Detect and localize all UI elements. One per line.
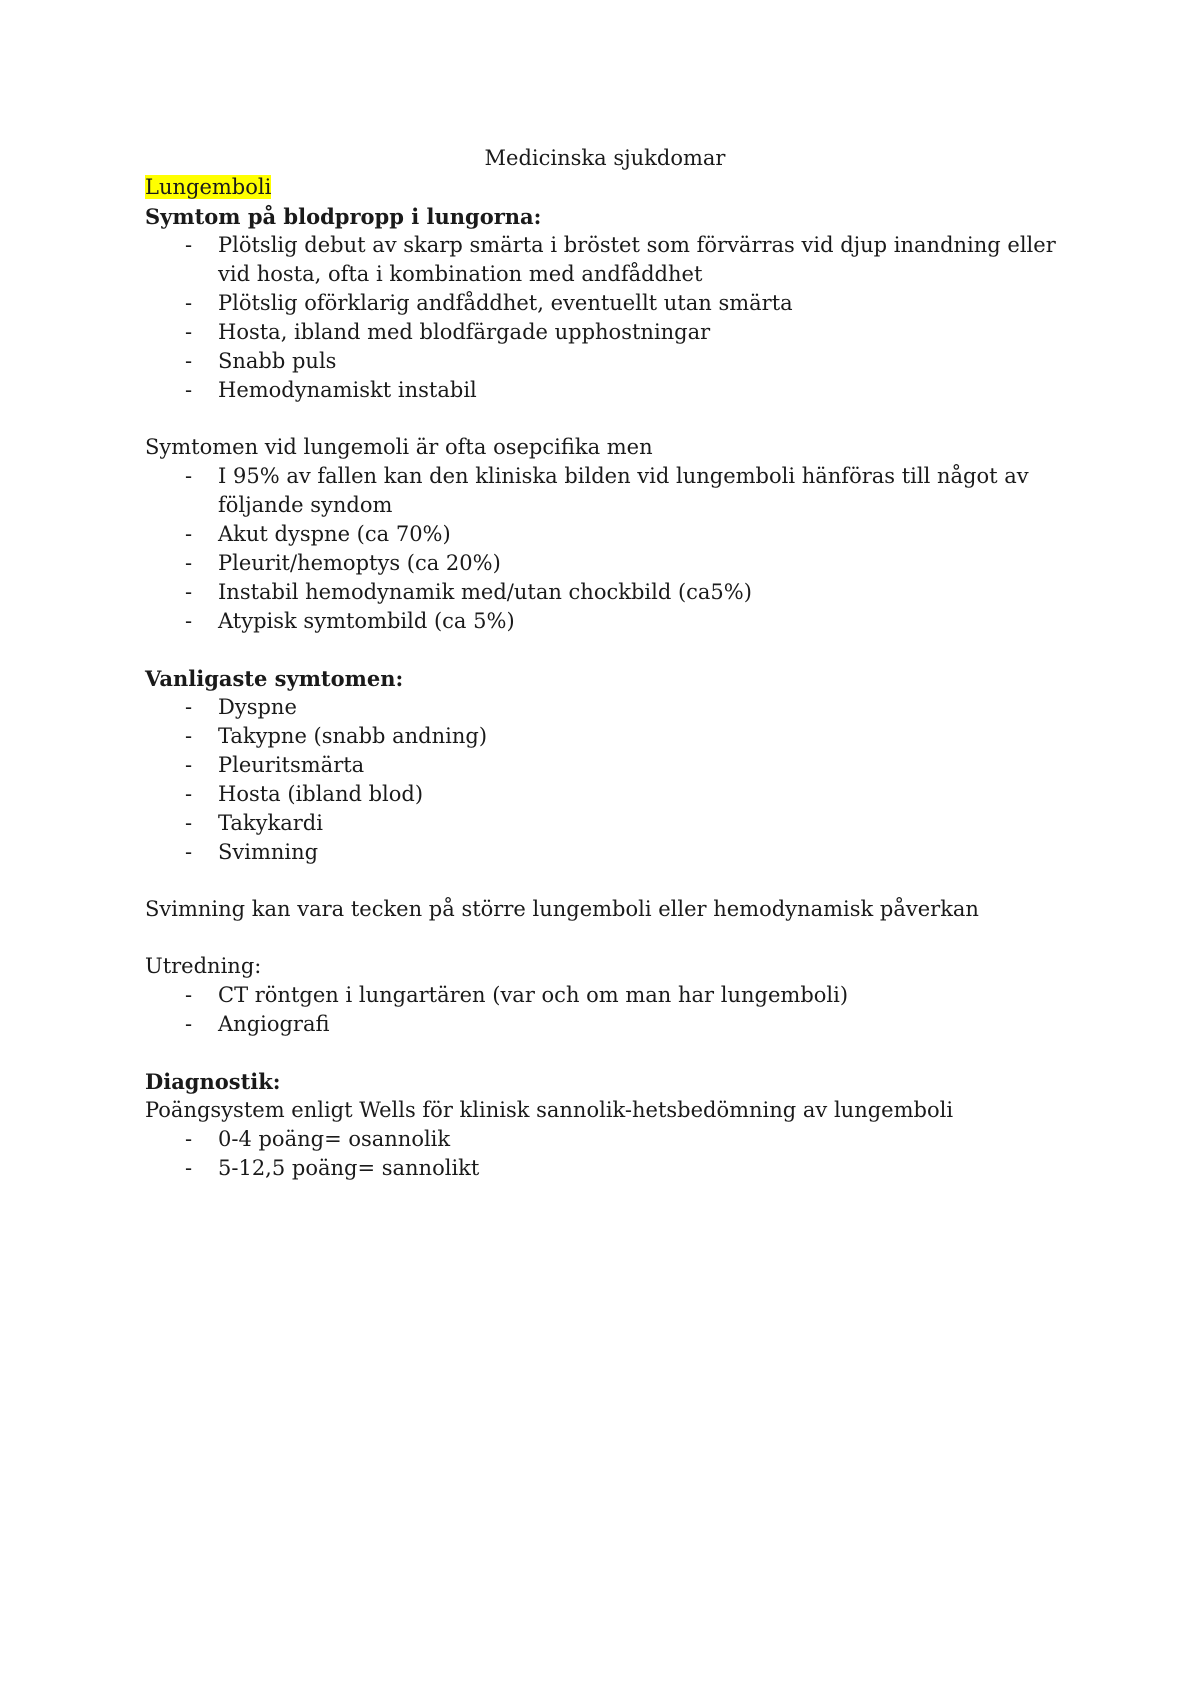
list-item: - Hosta (ibland blod) — [145, 780, 1065, 809]
dash-marker: - — [185, 291, 193, 315]
dash-marker: - — [185, 695, 193, 719]
section-intro-wells: Poängsystem enligt Wells för klinisk sannolik-hetsbedömning av lungemboli — [145, 1098, 954, 1122]
spacer — [145, 636, 1065, 664]
document-title: Medicinska sjukdomar — [484, 146, 726, 170]
dash-marker: - — [185, 580, 193, 604]
list-item: - 5-12,5 poäng= sannolikt — [145, 1154, 1065, 1183]
list-item: - Takykardi — [145, 809, 1065, 838]
highlighted-topic: Lungemboli — [145, 175, 272, 199]
list-item: - Svimning — [145, 838, 1065, 867]
list-item: - Plötslig oförklarig andfåddhet, eventuellt utan smärta — [145, 289, 1065, 318]
dash-marker: - — [185, 1012, 193, 1036]
spacer — [145, 867, 1065, 895]
section-intro-syndromes: Symtomen vid lungemoli är ofta osepcifika men — [145, 435, 653, 459]
spacer — [145, 1039, 1065, 1067]
wells-score-list — [145, 1125, 1065, 1183]
document-content — [145, 144, 1065, 1183]
spacer — [145, 924, 1065, 952]
dash-marker: - — [185, 1156, 193, 1180]
dash-marker: - — [185, 464, 193, 488]
list-item: - Angiografi — [145, 1010, 1065, 1039]
section-heading-investigation: Utredning: — [145, 954, 262, 978]
list-item: - Instabil hemodynamik med/utan chockbild (ca5%) — [145, 578, 1065, 607]
dash-marker: - — [185, 233, 193, 257]
dash-marker: - — [185, 983, 193, 1007]
list-item: - Dyspne — [145, 693, 1065, 722]
dash-marker: - — [185, 378, 193, 402]
list-item: - Takypne (snabb andning) — [145, 722, 1065, 751]
dash-marker: - — [185, 782, 193, 806]
list-item: - 0-4 poäng= osannolik — [145, 1125, 1065, 1154]
list-item: - Pleurit/hemoptys (ca 20%) — [145, 549, 1065, 578]
dash-marker: - — [185, 551, 193, 575]
dash-marker: - — [185, 811, 193, 835]
topic-line — [145, 173, 1065, 202]
dash-marker: - — [185, 609, 193, 633]
section-heading-common-symptoms: Vanligaste symtomen: — [145, 666, 404, 691]
spacer — [145, 405, 1065, 433]
dash-marker: - — [185, 724, 193, 748]
dash-marker: - — [185, 753, 193, 777]
list-item: - I 95% av fallen kan den kliniska bilden vid lungemboli hänföras till något av följande syndom — [185, 464, 1029, 517]
investigation-list — [145, 981, 1065, 1039]
list-item: - Hosta, ibland med blodfärgade upphostningar — [145, 318, 1065, 347]
dash-marker: - — [185, 840, 193, 864]
section-heading-diagnostics: Diagnostik: — [145, 1069, 281, 1094]
section-heading-symptoms: Symtom på blodpropp i lungorna: — [145, 204, 542, 229]
dash-marker: - — [185, 320, 193, 344]
note-paragraph: Svimning kan vara tecken på större lungemboli eller hemodynamisk påverkan — [145, 897, 979, 921]
list-item: - Snabb puls — [145, 347, 1065, 376]
list-item: - Plötslig debut av skarp smärta i bröstet som förvärras vid djup inandning eller vid hosta, ofta i kombination med andfåddhet — [185, 233, 1056, 286]
symptoms-list — [145, 231, 1065, 405]
list-item: - Akut dyspne (ca 70%) — [145, 520, 1065, 549]
dash-marker: - — [185, 1127, 193, 1151]
list-item: - CT röntgen i lungartären (var och om man har lungemboli) — [145, 981, 1065, 1010]
dash-marker: - — [185, 522, 193, 546]
list-item: - Hemodynamiskt instabil — [145, 376, 1065, 405]
list-item: - Pleuritsmärta — [145, 751, 1065, 780]
list-item: - Atypisk symtombild (ca 5%) — [145, 607, 1065, 636]
common-symptoms-list — [145, 693, 1065, 867]
dash-marker: - — [185, 349, 193, 373]
syndromes-list — [145, 462, 1065, 636]
